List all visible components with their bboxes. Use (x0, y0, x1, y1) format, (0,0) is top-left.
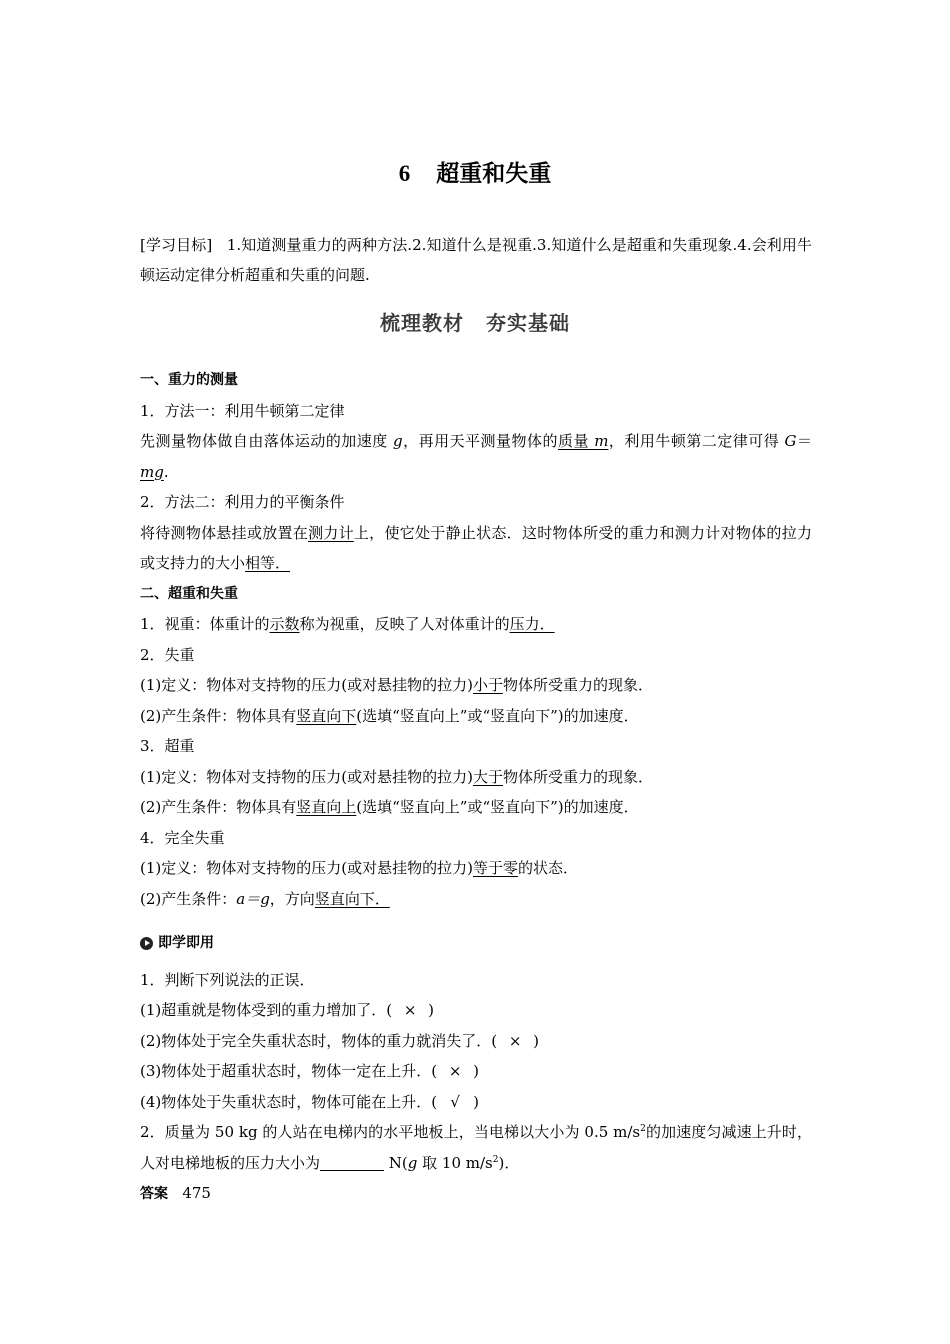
play-circle-icon (140, 937, 153, 950)
lesson-title (0, 155, 950, 188)
answer-less-than: 小于 (472, 676, 503, 694)
judgement-mark: × (448, 1062, 462, 1080)
answer-blank (320, 1155, 384, 1171)
section-heading-part1: 梳理教材 (380, 311, 464, 335)
learning-goals-label: [学习目标] (140, 236, 213, 254)
judgement-mark: × (508, 1031, 522, 1050)
answer-upward: 竖直向上 (296, 798, 357, 816)
learning-goals-text: 1.知道测量重力的两种方法.2.知道什么是视重.3.知道什么是超重和失重现象.4.会利用牛顿运动定律分析超重和失重的问题. (140, 236, 812, 284)
answer-pressure: 压力． (509, 615, 555, 633)
complete-weightless-title: 4．完全失重 (140, 828, 225, 847)
answer-mg: mg (140, 462, 164, 481)
learning-goals (140, 230, 812, 290)
judgement-item-1: (1)超重就是物体受到的重力增加了．( × ) (140, 995, 812, 1026)
judgement-mark: √ (450, 1092, 460, 1111)
answer-dynamometer: 测力计 (308, 523, 354, 542)
answer-vertical-down: 竖直向下． (314, 889, 390, 908)
section-heading-part2: 夯实基础 (486, 311, 570, 335)
judgement-mark: × (403, 1001, 417, 1019)
answer-value: 475 (182, 1184, 211, 1202)
method1-title: 1．方法一：利用牛顿第二定律 (140, 401, 345, 420)
judgement-item-2: (2)物体处于完全失重状态时，物体的重力就消失了．( × ) (140, 1026, 812, 1057)
method1-text: 先测量物体做自由落体运动的加速度 g，再用天平测量物体的质量 m，利用牛顿第二定律可得 G＝mg. (140, 432, 812, 481)
answer-greater-than: 大于 (472, 767, 503, 786)
lesson-title-text: 超重和失重 (436, 161, 552, 187)
section-heading (0, 307, 950, 336)
overweight-title: 3．超重 (140, 737, 195, 755)
overweight-condition: (2)产生条件：物体具有竖直向上(选填“竖直向上”或“竖直向下”)的加速度． (140, 798, 639, 816)
question-2: 2．质量为 50 kg 的人站在电梯内的水平地板上，当电梯以大小为 0.5 $m/s^2$的加速度匀减速上升时，人对电梯地板的压力大小为 N(g 取 10 $m/s^2$)． (140, 1123, 812, 1172)
practice-label: 即学即用 (158, 935, 214, 951)
answer-label: 答案 (140, 1186, 168, 1202)
complete-weightless-condition: (2)产生条件：a＝g，方向竖直向下． (140, 889, 390, 908)
judgement-item-3: (3)物体处于超重状态时，物体一定在上升．( × ) (140, 1056, 812, 1087)
lesson-number: 6 (398, 161, 411, 186)
method2-title: 2．方法二：利用力的平衡条件 (140, 493, 345, 511)
answer-equal: 相等． (245, 554, 291, 572)
apparent-weight-text: 1．视重：体重计的示数称为视重，反映了人对体重计的压力． (140, 615, 555, 633)
judgement-item-4: (4)物体处于失重状态时，物体可能在上升．( √ ) (140, 1087, 812, 1118)
main-content (140, 365, 812, 1210)
heading-gravity-measurement: 一、重力的测量 (140, 372, 238, 388)
answer-mass: 质量 m (557, 432, 609, 450)
answer-reading: 示数 (269, 615, 300, 633)
answer-line (140, 1178, 812, 1210)
question-1: 1．判断下列说法的正误． (140, 970, 315, 989)
method2-text: 将待测物体悬挂或放置在测力计上，使它处于静止状态．这时物体所受的重力和测力计对物体的拉力或支持力的大小相等． (140, 523, 812, 572)
overweight-definition: (1)定义：物体对支持物的压力(或对悬挂物的拉力)大于物体所受重力的现象． (140, 767, 653, 786)
weightless-condition: (2)产生条件：物体具有竖直向下(选填“竖直向上”或“竖直向下”)的加速度． (140, 706, 639, 725)
weightless-definition: (1)定义：物体对支持物的压力(或对悬挂物的拉力)小于物体所受重力的现象． (140, 676, 653, 694)
answer-zero: 等于零 (472, 859, 518, 877)
practice-heading (140, 928, 812, 959)
complete-weightless-definition: (1)定义：物体对支持物的压力(或对悬挂物的拉力)等于零的状态． (140, 859, 578, 877)
weightless-title: 2．失重 (140, 645, 195, 664)
answer-downward: 竖直向下 (296, 706, 357, 725)
heading-overweight-weightless: 二、超重和失重 (140, 585, 238, 602)
